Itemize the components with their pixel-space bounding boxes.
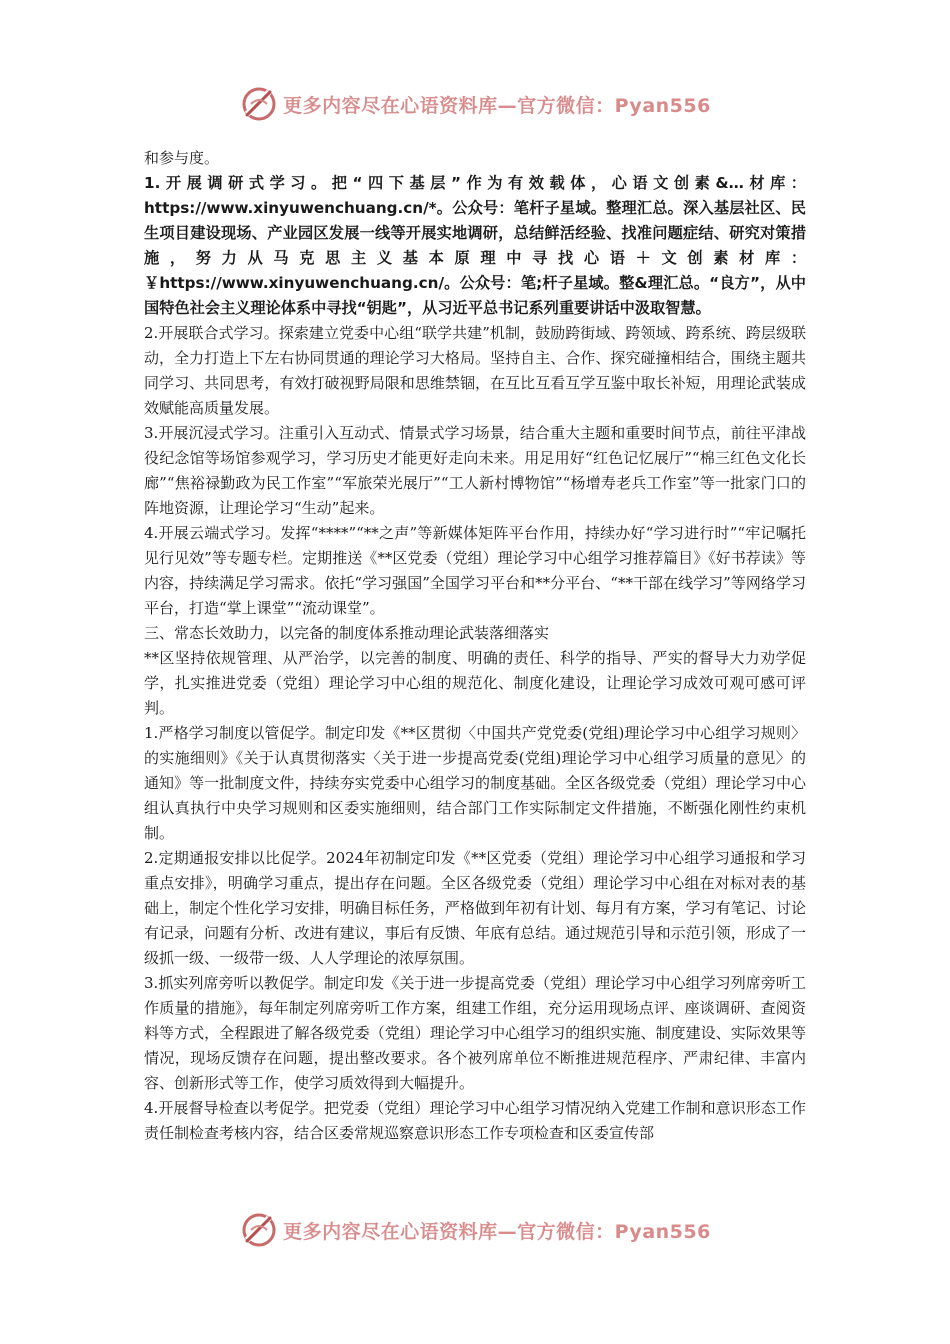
- document-body: [144, 146, 806, 1146]
- watermark-banner-bottom: [0, 1206, 950, 1254]
- paragraph: 1.开展调研式学习。把“四下基层”作为有效载体，心语文创素&…材库：https://www.xinyuwenchuang.cn/*。公众号：笔杆子星域。整理汇总。深入基层社区、民生项目建设现场、产业园区发展一线等开展实地调研，总结鲜活经验、找准问题症结、研究对策措施，努力从马克思主义基本原理中寻找心语＋文创素材库：￥https://www.xinyuwenchuang.cn/。公众号：笔;杆子星域。整&理汇总。“良方”，从中国特色社会主义理论体系中寻找“钥匙”，从习近平总书记系列重要讲话中汲取智慧。: [144, 174, 806, 317]
- paragraph: 三、常态长效助力，以完备的制度体系推动理论武装落细落实: [144, 624, 550, 642]
- paragraph: 1.严格学习制度以管促学。制定印发《**区贯彻〈中国共产党党委(党组)理论学习中心组学习规则〉的实施细则》《关于认真贯彻落实〈关于进一步提高党委(党组)理论学习中心组学习质量的意见〉的通知》等一批制度文件，持续夯实党委中心组学习的制度基础。全区各级党委（党组）理论学习中心组认真执行中央学习规则和区委实施细则，结合部门工作实际制定文件措施，不断强化刚性约束机制。: [144, 724, 806, 842]
- watermark-banner-text: 更多内容尽在心语资料库—官方微信：Pyan556: [283, 94, 711, 117]
- paragraph: 2.定期通报安排以比促学。2024年初制定印发《**区党委（党组）理论学习中心组学习通报和学习重点安排》，明确学习重点，提出存在问题。全区各级党委（党组）理论学习中心组在对标对表的基础上，制定个性化学习安排，明确目标任务，严格做到年初有计划、每月有方案，学习有笔记、讨论有记录，问题有分析、改进有建议，事后有反馈、年底有总结。通过规范引导和示范引领，形成了一级抓一级、一级带一级、人人学理论的浓厚氛围。: [144, 849, 806, 967]
- watermark-banner-text: 更多内容尽在心语资料库—官方微信：Pyan556: [283, 1220, 711, 1243]
- paragraph: 4.开展云端式学习。发挥“****”“**之声”等新媒体矩阵平台作用，持续办好“学习进行时”“牢记嘱托见行见效”等专题专栏。定期推送《**区党委（党组）理论学习中心组学习推荐篇目》《好书荐读》等内容，持续满足学习需求。依托“学习强国”全国学习平台和**分平台、“**干部在线学习”等网络学习平台，打造“掌上课堂”“流动课堂”。: [144, 524, 806, 617]
- paragraph: 和参与度。: [144, 149, 220, 167]
- paragraph: 2.开展联合式学习。探索建立党委中心组“联学共建”机制，鼓励跨街域、跨领域、跨系统、跨层级联动，全力打造上下左右协同贯通的理论学习大格局。坚持自主、合作、探究碰撞相结合，围绕主题共同学习、共同思考，有效打破视野局限和思维禁锢，在互比互看互学互鉴中取长补短，用理论武装成效赋能高质量发展。: [144, 324, 806, 417]
- paragraph: 3.抓实列席旁听以教促学。制定印发《关于进一步提高党委（党组）理论学习中心组学习列席旁听工作质量的措施》，每年制定列席旁听工作方案，组建工作组，充分运用现场点评、座谈调研、查阅资料等方式，全程跟进了解各级党委（党组）理论学习中心组学习的组织实施、制度建设、实际效果等情况，现场反馈存在问题，提出整改要求。各个被列席单位不断推进规范程序、严肃纪律、丰富内容、创新形式等工作，使学习质效得到大幅提升。: [144, 974, 806, 1092]
- pen-swirl-logo-icon: [239, 84, 279, 124]
- paragraph: 3.开展沉浸式学习。注重引入互动式、情景式学习场景，结合重大主题和重要时间节点，前往平津战役纪念馆等场馆参观学习，学习历史才能更好走向未来。用足用好“红色记忆展厅”“棉三红色文化长廊”“焦裕禄勤政为民工作室”“军旅荣光展厅”“工人新村博物馆”“杨增寿老兵工作室”等一批家门口的阵地资源，让理论学习“生动”起来。: [144, 424, 806, 517]
- watermark-banner-top: [0, 80, 950, 128]
- pen-swirl-logo-icon: [239, 1210, 279, 1250]
- paragraph: **区坚持依规管理、从严治学，以完善的制度、明确的责任、科学的指导、严实的督导大力劝学促学，扎实推进党委（党组）理论学习中心组的规范化、制度化建设，让理论学习成效可观可感可评判。: [144, 649, 806, 717]
- paragraph: 4.开展督导检查以考促学。把党委（党组）理论学习中心组学习情况纳入党建工作制和意识形态工作责任制检查考核内容，结合区委常规巡察意识形态工作专项检查和区委宣传部: [144, 1099, 806, 1142]
